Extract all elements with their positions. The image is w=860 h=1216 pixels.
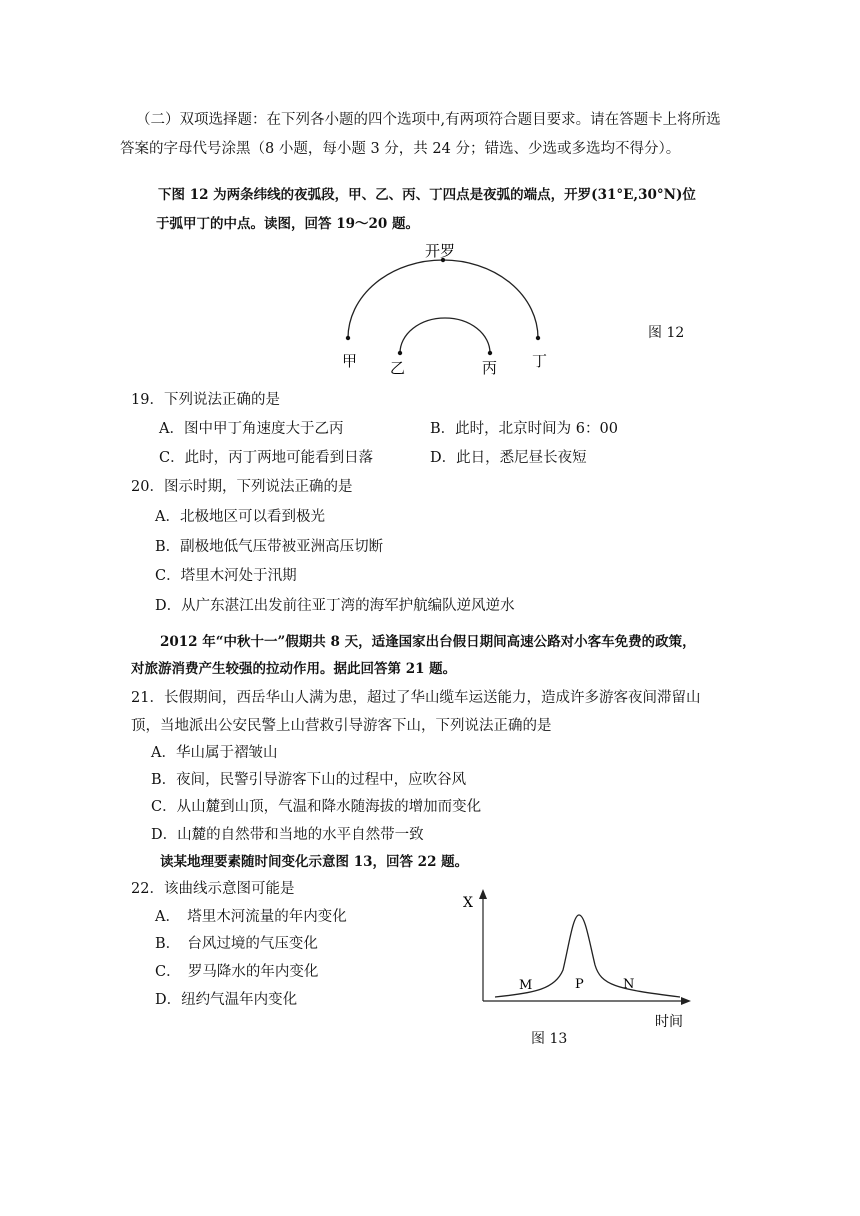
figure-13-caption: 图 13	[531, 1031, 568, 1047]
figure-12-caption: 图 12	[648, 325, 685, 341]
y-axis-arrow	[479, 889, 487, 899]
intro-q21-line2: 对旅游消费产生较强的拉动作用。据此回答第 21 题。	[131, 661, 457, 677]
q20-option-c: C．塔里木河处于汛期	[155, 568, 297, 584]
q19-option-d: D．此日，悉尼昼长夜短	[430, 450, 587, 466]
q22-option-a: A． 塔里木河流量的年内变化	[155, 909, 347, 925]
intro-fig12-line2: 于弧甲丁的中点。读图，回答 19～20 题。	[156, 216, 419, 232]
point-yi	[398, 351, 402, 355]
q21-option-a: A．华山属于褶皱山	[151, 745, 278, 761]
y-axis-label: X	[463, 895, 473, 911]
q21-stem-line2: 顶，当地派出公安民警上山营救引导游客下山，下列说法正确的是	[131, 718, 552, 734]
label-yi: 乙	[390, 359, 406, 377]
q22-option-c: C． 罗马降水的年内变化	[155, 964, 319, 980]
q22-stem: 22．该曲线示意图可能是	[131, 881, 295, 897]
section-instruction-line1: （二）双项选择题：在下列各小题的四个选项中,有两项符合题目要求。请在答题卡上将所选	[136, 112, 721, 128]
label-cairo: 开罗	[425, 242, 456, 260]
q19-stem: 19．下列说法正确的是	[131, 392, 280, 408]
intro-q22: 读某地理要素随时间变化示意图 13，回答 22 题。	[160, 854, 469, 870]
intro-fig12-line1: 下图 12 为两条纬线的夜弧段，甲、乙、丙、丁四点是夜弧的端点，开罗(31°E,30°N)位	[158, 187, 696, 203]
q21-option-c: C．从山麓到山顶，气温和降水随海拔的增加而变化	[151, 799, 482, 815]
q19-option-c: C．此时，丙丁两地可能看到日落	[159, 450, 374, 466]
x-axis-arrow	[681, 997, 691, 1005]
figure-13-curve-diagram	[455, 885, 705, 1035]
x-axis-label: 时间	[655, 1014, 683, 1030]
q20-stem: 20．图示时期，下列说法正确的是	[131, 479, 353, 495]
outer-night-arc	[348, 260, 538, 338]
q20-option-a: A．北极地区可以看到极光	[155, 509, 325, 525]
point-m-label: M	[519, 978, 533, 993]
q21-option-d: D．山麓的自然带和当地的水平自然带一致	[151, 827, 424, 843]
q21-stem-line1: 21．长假期间，西岳华山人满为患，超过了华山缆车运送能力，造成许多游客夜间滞留山	[131, 690, 701, 706]
label-jia: 甲	[342, 352, 358, 370]
intro-q21-line1: 2012 年“中秋十一”假期共 8 天，适逢国家出台假日期间高速公路对小客车免费的政策，	[160, 634, 696, 650]
point-jia	[346, 336, 350, 340]
q19-option-b: B．此时，北京时间为 6：00	[430, 421, 618, 437]
figure-12-diagram	[330, 238, 570, 378]
q22-option-b: B． 台风过境的气压变化	[155, 936, 318, 952]
q19-option-a: A．图中甲丁角速度大于乙丙	[159, 421, 344, 437]
label-bing: 丙	[482, 359, 498, 377]
q20-option-b: B．副极地低气压带被亚洲高压切断	[155, 539, 384, 555]
q20-option-d: D．从广东湛江出发前往亚丁湾的海军护航编队逆风逆水	[155, 598, 515, 614]
q21-option-b: B．夜间，民警引导游客下山的过程中，应吹谷风	[151, 772, 467, 788]
section-instruction-line2: 答案的字母代号涂黑（8 小题，每小题 3 分，共 24 分；错选、少选或多选均不得分）。	[120, 141, 681, 157]
point-n-label: N	[623, 977, 635, 992]
point-p-label: P	[575, 977, 584, 992]
q22-option-d: D．纽约气温年内变化	[155, 992, 298, 1008]
label-ding: 丁	[532, 352, 548, 370]
inner-night-arc	[400, 318, 490, 353]
point-bing	[488, 351, 492, 355]
point-ding	[536, 336, 540, 340]
